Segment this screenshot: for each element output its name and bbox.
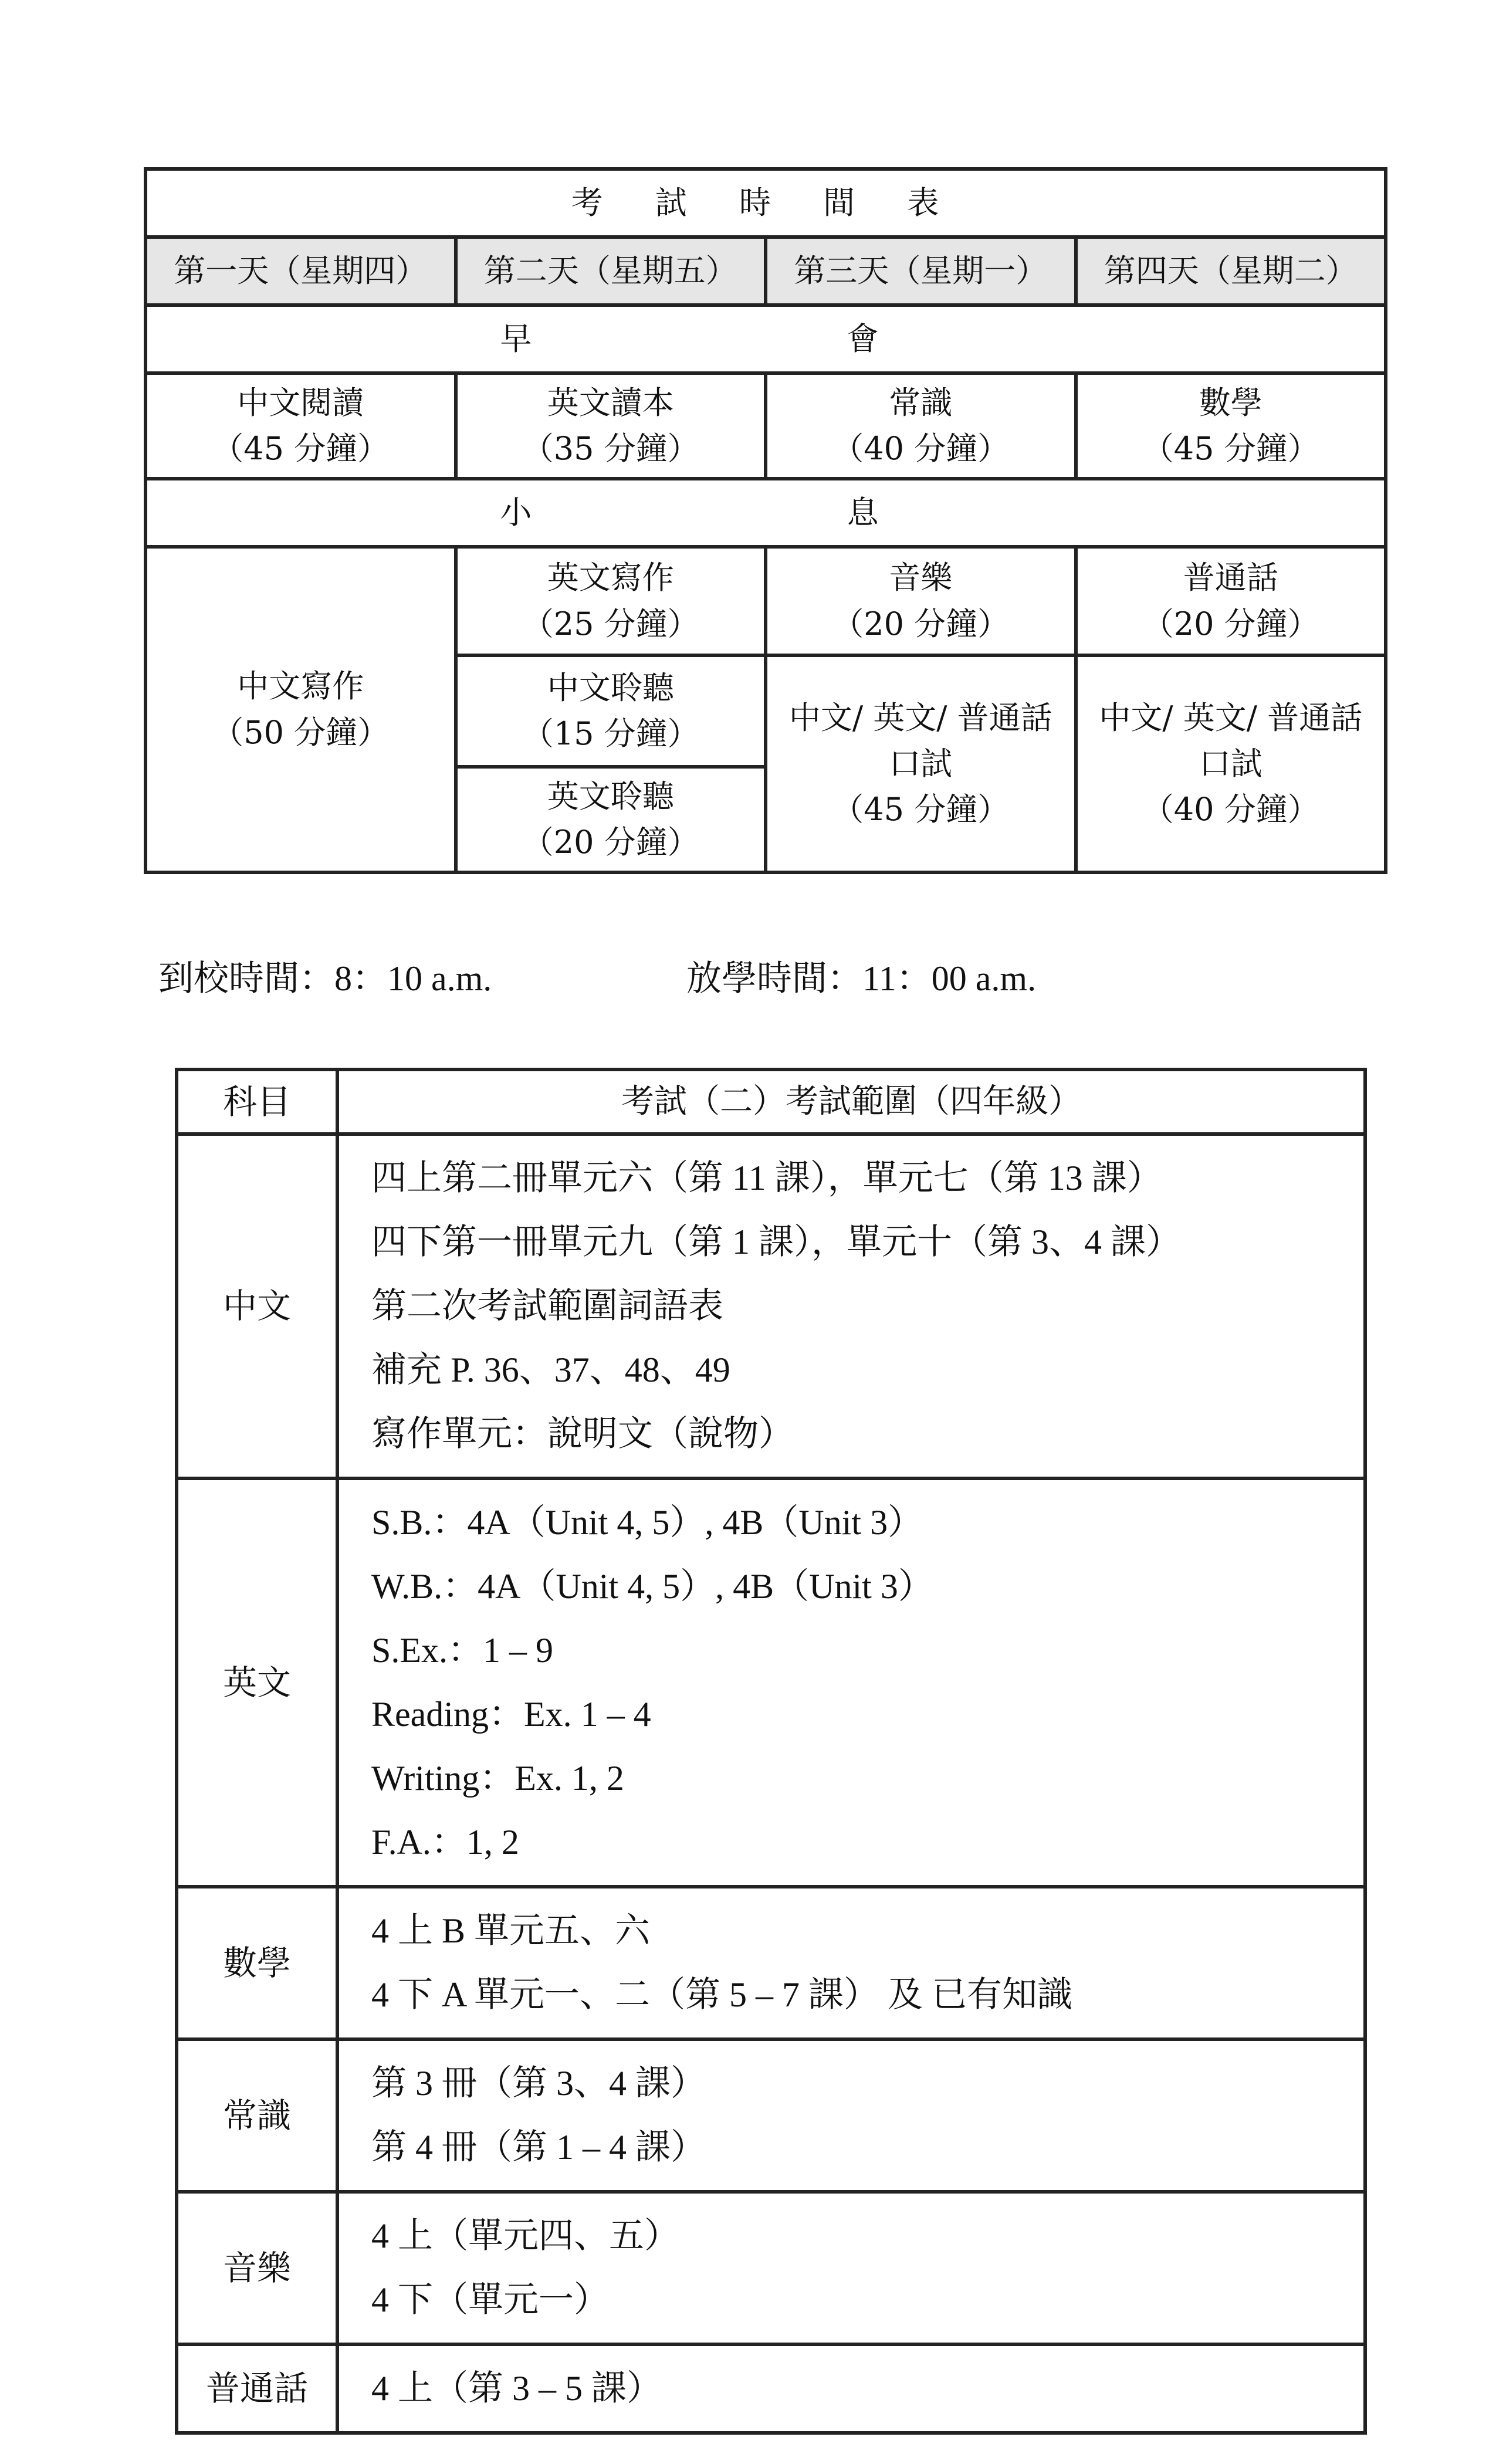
- exam-name: 普通話: [1183, 559, 1278, 597]
- scope-cell: [337, 2039, 1365, 2192]
- recess-row: 小 息: [145, 479, 1386, 547]
- scope-line: 4 上 B 單元五、六: [371, 1911, 651, 1950]
- exam-duration: （20 分鐘）: [832, 605, 1010, 642]
- exam-timetable: [144, 167, 1387, 874]
- exam-name: 音樂: [889, 559, 953, 597]
- scope-line: 第二次考試範圍詞語表: [371, 1287, 723, 1325]
- scope-line: 4 下（單元一）: [371, 2280, 609, 2319]
- scope-line: 第 4 冊（第 1 – 4 課）: [371, 2128, 706, 2167]
- subject-cell: 常識: [177, 2039, 337, 2192]
- exam-name: 中文寫作: [237, 668, 364, 705]
- exam-duration: （20 分鐘）: [1142, 605, 1319, 642]
- exam-cell: [766, 655, 1076, 872]
- exam-name-line2: 口試: [889, 744, 953, 782]
- scope-cell: [337, 2192, 1365, 2344]
- scope-line: 第 3 冊（第 3、4 課）: [371, 2064, 706, 2103]
- day-header: 第二天（星期五）: [456, 237, 766, 305]
- scope-line: 四下第一冊單元九（第 1 課），單元十（第 3、4 課）: [371, 1223, 1181, 1261]
- exam-name: 中文聆聽: [547, 669, 674, 706]
- scope-cell: [337, 2344, 1365, 2433]
- exam-name: 英文聆聽: [547, 777, 674, 815]
- scope-line: S.B.：4A（Unit 4, 5）, 4B（Unit 3）: [371, 1503, 923, 1542]
- dismissal-time: 放學時間：11：00 a.m.: [686, 959, 1037, 998]
- exam-cell: [1076, 655, 1386, 872]
- exam-name: 中文/ 英文/ 普通話: [788, 699, 1052, 736]
- exam-duration: （45 分鐘）: [212, 430, 390, 467]
- arrival-time: 到校時間：8：10 a.m.: [158, 959, 492, 998]
- exam-name: 數學: [1199, 384, 1263, 421]
- scope-cell: [337, 1887, 1365, 2039]
- day-header: 第四天（星期二）: [1076, 237, 1386, 305]
- scope-line: W.B.：4A（Unit 4, 5）, 4B（Unit 3）: [371, 1567, 933, 1606]
- exam-cell: [456, 547, 766, 655]
- exam-cell: [456, 655, 766, 767]
- exam-cell: [145, 373, 456, 479]
- exam-cell: [1076, 373, 1386, 479]
- scope-line: S.Ex.：1 – 9: [371, 1631, 554, 1670]
- exam-cell: [766, 373, 1076, 479]
- scope-cell: [337, 1478, 1365, 1887]
- scope-line: Writing：Ex. 1, 2: [371, 1759, 624, 1798]
- exam-cell: [456, 767, 766, 872]
- exam-duration: （25 分鐘）: [522, 605, 699, 642]
- exam-cell: [145, 547, 456, 872]
- subject-cell: 數學: [177, 1887, 337, 2039]
- exam-scope-table: [175, 1068, 1367, 2435]
- exam-name: 中文/ 英文/ 普通話: [1099, 699, 1363, 736]
- day-header: 第三天（星期一）: [766, 237, 1076, 305]
- scope-line: 四上第二冊單元六（第 11 課），單元七（第 13 課）: [371, 1159, 1162, 1197]
- subject-cell: 普通話: [177, 2344, 337, 2433]
- exam-duration: （15 分鐘）: [522, 715, 699, 752]
- scope-line: 4 上（第 3 – 5 課）: [371, 2369, 662, 2408]
- exam-duration: （35 分鐘）: [522, 430, 699, 467]
- exam-name-line2: 口試: [1199, 744, 1263, 782]
- assembly-row: 早 會: [145, 305, 1386, 373]
- scope-line: 4 下 A 單元一、二（第 5 – 7 課） 及 已有知識: [371, 1975, 1073, 2014]
- exam-duration: （45 分鐘）: [832, 791, 1010, 828]
- exam-name: 英文寫作: [547, 559, 674, 597]
- exam-name: 常識: [889, 384, 953, 421]
- exam-name: 中文閱讀: [237, 384, 364, 421]
- scope-line: 補充 P. 36、37、48、49: [371, 1351, 730, 1389]
- exam-duration: （20 分鐘）: [522, 824, 699, 861]
- timetable-title: 考 試 時 間 表: [145, 169, 1386, 237]
- scope-line: 4 上（單元四、五）: [371, 2216, 679, 2255]
- exam-name: 英文讀本: [547, 384, 674, 421]
- exam-duration: （45 分鐘）: [1142, 430, 1319, 467]
- exam-duration: （40 分鐘）: [832, 430, 1010, 467]
- subject-header: 科目: [177, 1069, 337, 1134]
- scope-line: 寫作單元：說明文（說物）: [371, 1414, 794, 1453]
- exam-cell: [456, 373, 766, 479]
- scope-line: Reading：Ex. 1 – 4: [371, 1695, 651, 1734]
- exam-duration: （40 分鐘）: [1142, 791, 1319, 828]
- exam-cell: [1076, 547, 1386, 655]
- subject-cell: 中文: [177, 1134, 337, 1478]
- subject-cell: 英文: [177, 1478, 337, 1887]
- scope-cell: [337, 1134, 1365, 1478]
- subject-cell: 音樂: [177, 2192, 337, 2344]
- exam-cell: [766, 547, 1076, 655]
- day-header: 第一天（星期四）: [145, 237, 456, 305]
- scope-header: 考試（二）考試範圍（四年級）: [337, 1069, 1365, 1134]
- scope-line: F.A.：1, 2: [371, 1823, 519, 1861]
- exam-duration: （50 分鐘）: [212, 713, 390, 751]
